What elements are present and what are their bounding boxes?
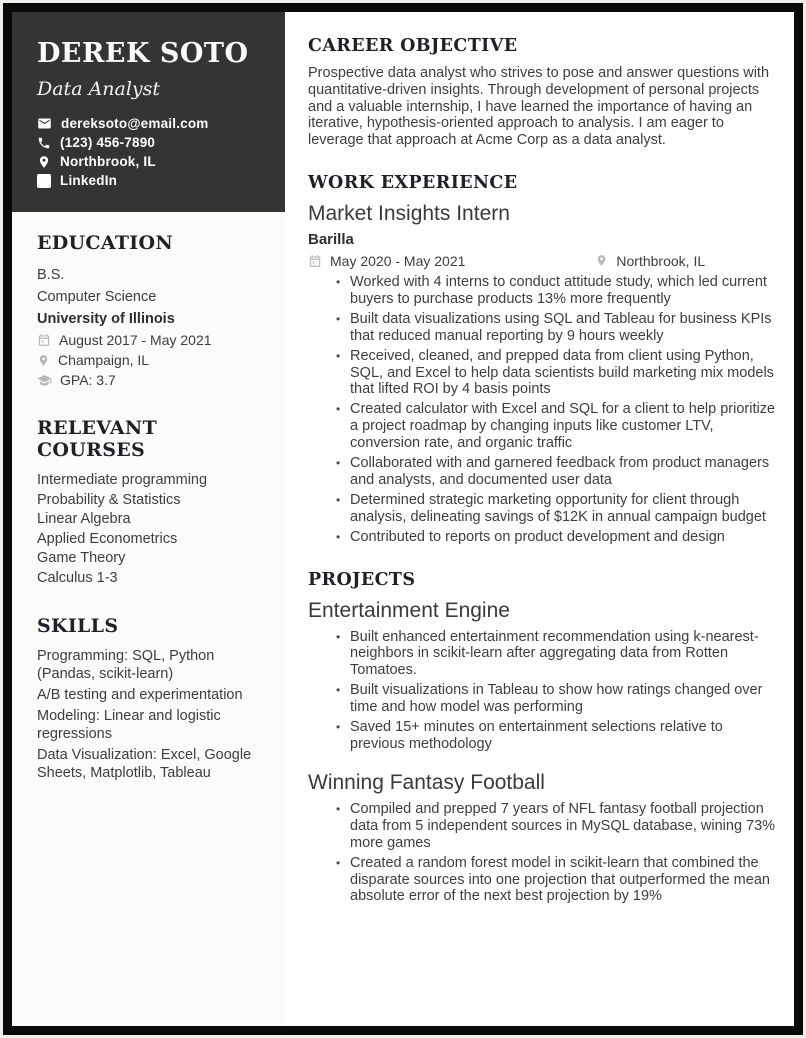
projects-section — [308, 570, 780, 906]
candidate-title: Data Analyst — [37, 78, 161, 100]
project-bullet: • Created a random forest model in scikit-learn that combined the disparate sources into one projection that outperformed the mean absolute error of the next best projection by 19% — [335, 855, 780, 906]
education-degree: B.S. — [37, 267, 65, 283]
identity-header — [12, 12, 285, 212]
work-bullets — [308, 274, 780, 546]
phone-icon — [37, 136, 51, 150]
education-heading: EDUCATION — [37, 232, 173, 254]
project-bullets — [308, 801, 780, 905]
education-school: University of Illinois — [37, 311, 175, 327]
course-item: Calculus 1-3 — [37, 569, 118, 586]
email-icon — [37, 116, 52, 131]
course-item: Probability & Statistics — [37, 491, 181, 508]
skill-item: Modeling: Linear and logistic regressions — [37, 708, 221, 742]
contact-linkedin-text: LinkedIn — [60, 173, 118, 188]
project-title: Entertainment Engine — [308, 598, 510, 622]
courses-list — [37, 471, 265, 588]
education-dates-text: August 2017 - May 2021 — [59, 332, 212, 348]
job-location: Northbrook, IL — [616, 252, 706, 269]
education-gpa — [37, 370, 265, 390]
work-experience-section — [308, 173, 780, 546]
project-entertainment-engine — [308, 599, 780, 753]
company-name: Barilla — [308, 230, 354, 248]
project-bullet: • Saved 15+ minutes on entertainment selections relative to previous methodology — [335, 719, 780, 753]
candidate-name: DEREK SOTO — [37, 38, 249, 69]
education-gpa-text: GPA: 3.7 — [60, 372, 116, 388]
skills-section — [37, 615, 265, 782]
graduation-cap-icon — [37, 373, 52, 388]
career-objective-text: Prospective data analyst who strives to pose and answer questions with quantitative-driven insights. Through development of personal projects and a valuable internship, I have learned the importance of having an iterative, hypothesis-oriented approach to analysis. I am eager to leverage that approach at Acme Corp as a data analyst. — [308, 65, 770, 149]
project-bullets — [308, 629, 780, 753]
education-location — [37, 350, 265, 370]
skill-item: A/B testing and experimentation — [37, 687, 243, 703]
sidebar-body — [12, 212, 285, 809]
education-field: Computer Science — [37, 289, 157, 305]
job-title: Market Insights Intern — [308, 201, 510, 225]
course-item: Linear Algebra — [37, 511, 131, 527]
skill-item: Programming: SQL, Python (Pandas, scikit-learn) — [37, 648, 215, 682]
contact-phone[interactable] — [37, 135, 263, 150]
contact-phone-text: (123) 456-7890 — [60, 135, 156, 150]
contact-linkedin[interactable] — [37, 173, 263, 188]
skills-list — [37, 647, 265, 782]
course-item: Game Theory — [37, 550, 126, 566]
contact-location — [37, 154, 263, 169]
calendar-icon — [308, 254, 322, 268]
location-icon — [37, 155, 51, 169]
location-icon — [37, 354, 50, 367]
skill-item: Data Visualization: Excel, Google Sheets, Matplotlib, Tableau — [37, 747, 252, 781]
main-column — [285, 12, 794, 1026]
courses-section — [37, 417, 265, 588]
project-bullet: • Built enhanced entertainment recommendation using k-nearest-neighbors in scikit-learn after aggregating data from Rotten Tomatoes. — [335, 629, 780, 680]
job-location-group — [595, 253, 705, 269]
education-location-text: Champaign, IL — [58, 352, 150, 368]
work-bullet: • Built data visualizations using SQL and Tableau for business KPIs that reduced manual reporting by 9 hours weekly — [335, 311, 780, 345]
work-bullet: • Worked with 4 interns to conduct attitude study, which led current buyers to purchase products 13% more frequently — [335, 274, 780, 308]
location-icon — [595, 254, 608, 267]
project-title: Winning Fantasy Football — [308, 770, 545, 794]
course-item: Intermediate programming — [37, 472, 208, 488]
courses-heading: RELEVANT COURSES — [37, 417, 158, 461]
project-winning-fantasy-football — [308, 771, 780, 905]
education-dates — [37, 330, 265, 350]
resume-page — [3, 3, 803, 1035]
career-objective-heading: CAREER OBJECTIVE — [308, 36, 518, 56]
projects-heading: PROJECTS — [308, 569, 416, 590]
course-item: Applied Econometrics — [37, 530, 178, 547]
contact-email-text: dereksoto@email.com — [61, 116, 209, 131]
linkedin-icon: in — [37, 174, 51, 188]
career-objective-section — [308, 36, 780, 149]
job-dates: May 2020 - May 2021 — [330, 252, 466, 269]
job-meta-row — [308, 253, 780, 269]
contact-email[interactable] — [37, 116, 263, 131]
work-experience-heading: WORK EXPERIENCE — [308, 172, 518, 193]
work-bullet: • Collaborated with and garnered feedback from product managers and analysts, and documented user data — [335, 455, 780, 489]
work-bullet: • Determined strategic marketing opportunity for client through analysis, delineating savings of $12K in annual campaign budget — [335, 492, 780, 526]
calendar-icon — [37, 333, 51, 347]
sidebar — [12, 12, 285, 1026]
education-section — [37, 232, 265, 390]
project-bullet: • Compiled and prepped 7 years of NFL fantasy football projection data from 5 independent sources in MySQL database, wining 73% more games — [335, 801, 780, 852]
contact-location-text: Northbrook, IL — [60, 154, 156, 169]
work-bullet: • Created calculator with Excel and SQL for a client to help prioritize a project roadmap by changing inputs like customer LTV, conversion rate, and organic traffic — [335, 401, 780, 452]
work-bullet: • Received, cleaned, and prepped data from client using Python, SQL, and Excel to help data scientists build marketing mix models that lifted ROI by 4 basis points — [335, 348, 780, 399]
project-bullet: • Built visualizations in Tableau to show how ratings changed over time and how model was performing — [335, 682, 780, 716]
contact-list — [37, 116, 263, 188]
skills-heading: SKILLS — [37, 615, 119, 637]
work-bullet: • Contributed to reports on product development and design — [335, 529, 780, 546]
